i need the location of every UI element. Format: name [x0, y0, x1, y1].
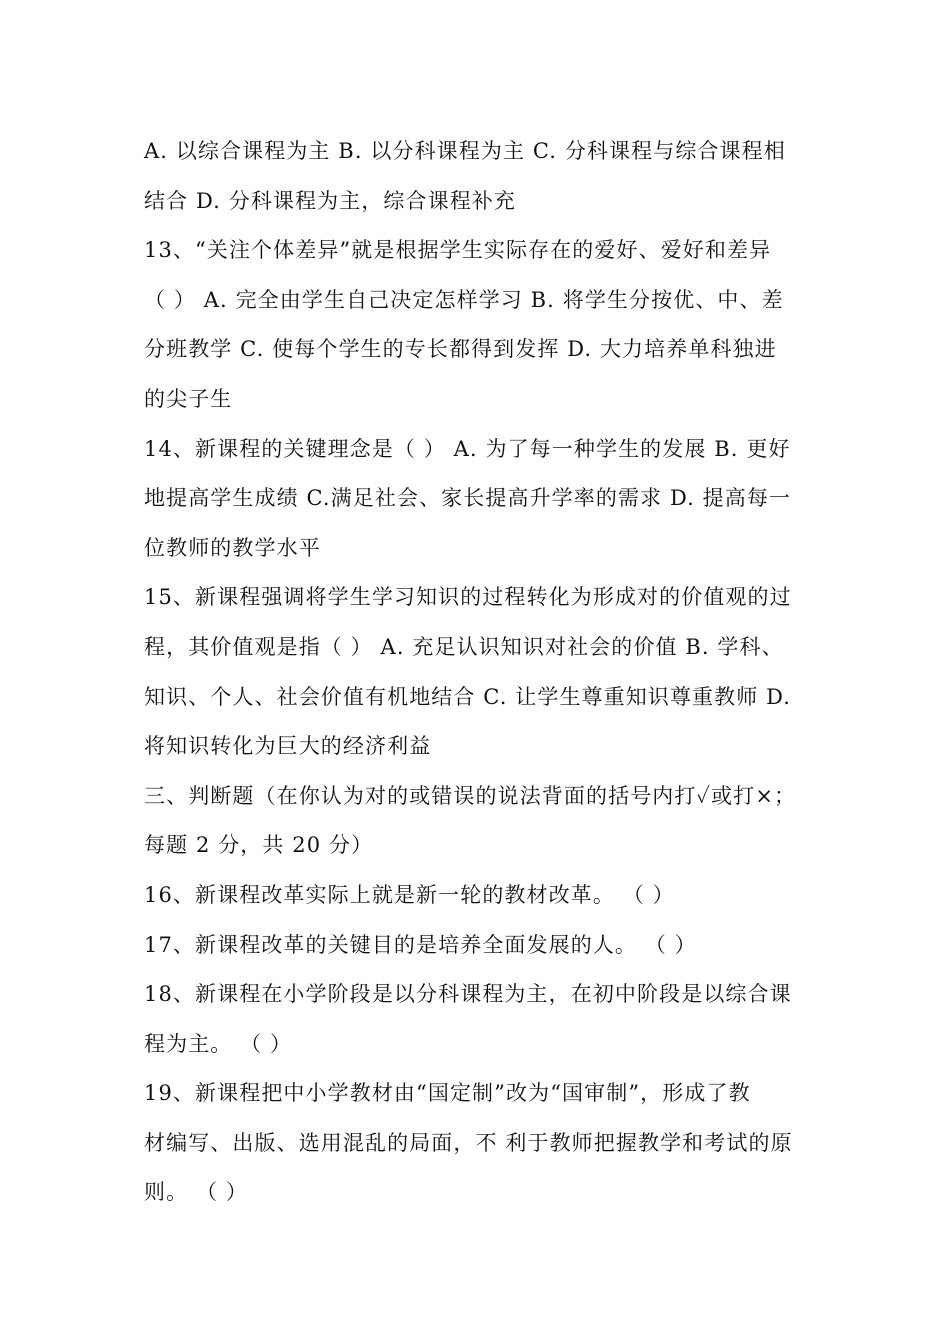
question-18-line-2: 程为主。 （ ） — [144, 1031, 293, 1056]
question-13-line-1: 13、“关注个体差异”就是根据学生实际存在的爱好、爱好和差异 — [144, 238, 772, 263]
question-13-line-4: 的尖子生 — [144, 386, 233, 411]
question-17: 17、新课程改革的关键目的是培养全面发展的人。 （ ） — [144, 932, 697, 957]
question-18-line-1: 18、新课程在小学阶段是以分科课程为主，在初中阶段是以综合课 — [144, 982, 792, 1007]
question-14-line-2: 地提高学生成绩 C.满足社会、家长提高升学率的需求 D. 提高每一 — [144, 486, 792, 511]
question-19-line-2: 材编写、出版、选用混乱的局面，不 利于教师把握教学和考试的原 — [144, 1130, 793, 1155]
section-3-heading-line-2: 每题 2 分，共 20 分） — [144, 833, 374, 858]
question-15-line-1: 15、新课程强调将学生学习知识的过程转化为形成对的价值观的过 — [144, 585, 792, 610]
question-12-options-line-2: 结合 D. 分科课程为主，综合课程补充 — [144, 188, 517, 213]
question-12-options-line-1: A. 以综合课程为主 B. 以分科课程为主 C. 分科课程与综合课程相 — [144, 139, 786, 163]
question-16: 16、新课程改革实际上就是新一轮的教材改革。 （ ） — [144, 882, 675, 907]
document-body — [144, 127, 824, 1218]
section-3-heading-line-1: 三、判断题（在你认为对的或错误的说法背面的括号内打✓或打×； — [144, 783, 797, 808]
question-15-line-3: 知识、个人、社会价值有机地结合 C. 让学生尊重知识尊重教师 D. — [144, 684, 792, 709]
question-14-line-3: 位教师的教学水平 — [144, 535, 321, 560]
question-15-line-2: 程，其价值观是指（ ） A. 充足认识知识对社会的价值 B. 学科、 — [144, 634, 784, 659]
question-19-line-1: 19、新课程把中小学教材由“国定制”改为“国审制”，形成了教 — [144, 1081, 751, 1106]
question-15-line-4: 将知识转化为巨大的经济利益 — [144, 734, 432, 759]
question-14-line-1: 14、新课程的关键理念是（ ） A. 为了每一种学生的发展 B. 更好 — [144, 436, 791, 461]
question-13-line-2: （ ） A. 完全由学生自己决定怎样学习 B. 将学生分按优、中、差 — [144, 287, 784, 312]
question-19-line-3: 则。 （ ） — [144, 1180, 248, 1205]
question-13-line-3: 分班教学 C. 使每个学生的专长都得到发挥 D. 大力培养单科独进 — [144, 337, 777, 362]
